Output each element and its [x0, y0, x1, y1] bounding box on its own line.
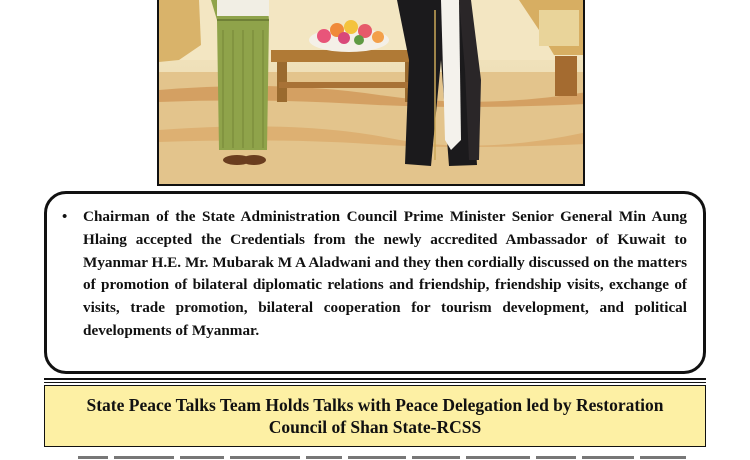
headline-box: [44, 385, 706, 447]
bullet-dot-icon: •: [62, 209, 68, 225]
separator-rule-top: [44, 378, 706, 380]
bullet-item: [61, 206, 687, 343]
separator-rule-bottom: [44, 382, 706, 383]
news-photo: [157, 0, 585, 186]
summary-box: [44, 191, 706, 374]
clipped-text-line: [78, 452, 708, 460]
bullet-list: [61, 206, 687, 343]
photo-scene: [159, 0, 585, 186]
bullet-text: Chairman of the State Administration Council Prime Minister Senior General Min Aung Hlaing accepted the Credentials from the newly accredited Ambassador of Kuwait to Myanmar H.E. Mr. Mubarak M A Aladwani and they then cordially discussed on the matters of promotion of bilateral diplomatic relations and friendship, friendship visits, exchange of visits, trade promotion, bilateral cooperation for tourism development, and political developments of Myanmar.: [83, 208, 687, 339]
section-headline: State Peace Talks Team Holds Talks with Peace Delegation led by Restoration Council of Shan State-RCSS: [86, 395, 664, 437]
